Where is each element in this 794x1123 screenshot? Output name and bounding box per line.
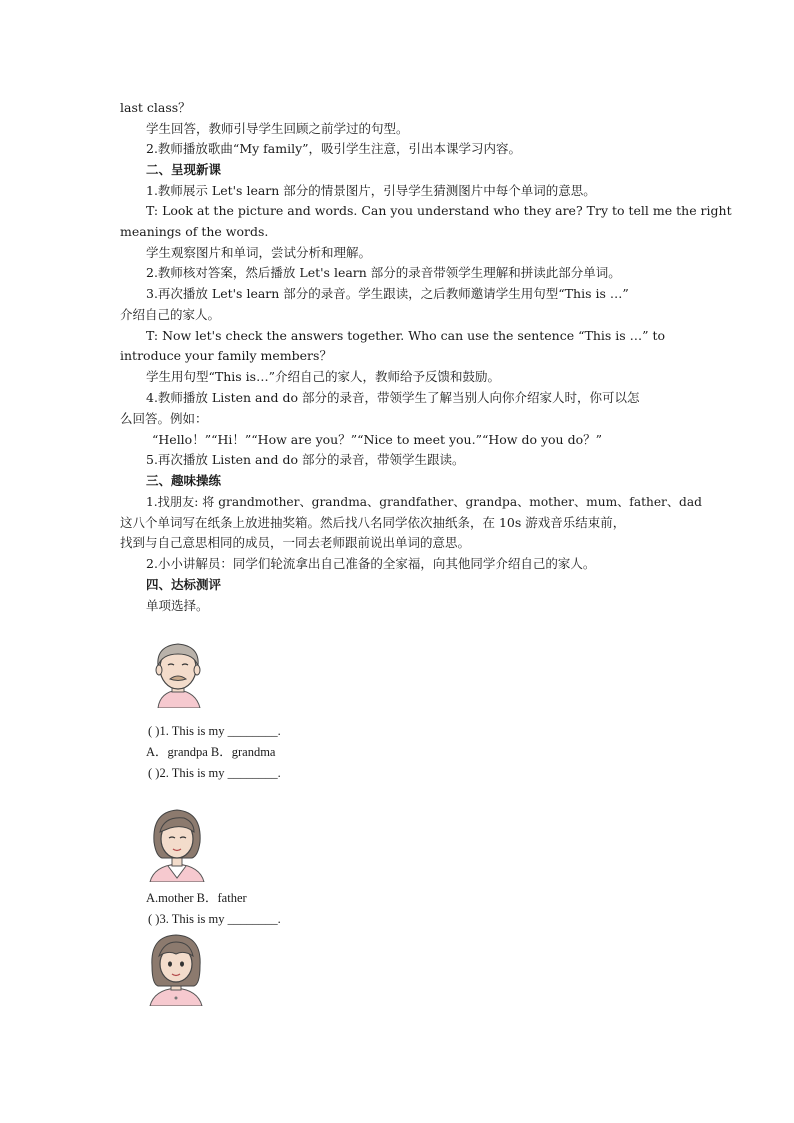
text-line: meanings of the words.: [120, 224, 269, 239]
text-line: “Hello！”“Hi！”“How are you？”“Nice to meet you.”“How do you do？”: [152, 432, 602, 447]
text-line: 2.小小讲解员：同学们轮流拿出自己准备的全家福，向其他同学介绍自己的家人。: [146, 556, 596, 571]
section-heading: 二、呈现新课: [146, 162, 222, 177]
text-line: 1.教师展示 Let's learn 部分的情景图片，引导学生猜测图片中每个单词的意思。: [146, 183, 596, 198]
text-line: 4.教师播放 Listen and do 部分的录音，带领学生了解当别人向你介绍家人时，你可以怎: [146, 390, 640, 405]
text-line: 么回答。例如：: [120, 411, 208, 426]
question-1: ( )1. This is my ________.: [148, 724, 281, 738]
girl-illustration: [144, 932, 208, 1006]
text-line: 1.找朋友: 将 grandmother、grandma、grandfather、grandpa、mother、mum、father、dad: [146, 495, 702, 509]
text-line: last class？: [120, 100, 191, 115]
text-line: 这八个单词写在纸条上放进抽奖箱。然后找八名同学依次抽纸条，在 10s 游戏音乐结束前，: [120, 515, 626, 530]
question-2-options: A.mother B．father: [146, 891, 247, 905]
text-line: 学生回答，教师引导学生回顾之前学过的句型。: [146, 121, 409, 136]
section-heading: 四、达标测评: [146, 577, 222, 592]
grandpa-illustration: [144, 636, 212, 708]
question-1-options: A．grandpa B．grandma: [146, 745, 276, 759]
text-line: 单项选择。: [146, 598, 209, 613]
text-line: T: Look at the picture and words. Can you understand who they are? Try to tell me the right: [146, 203, 732, 218]
text-line: 学生用句型“This is…”介绍自己的家人，教师给予反馈和鼓励。: [146, 369, 500, 384]
text-line: 2.教师播放歌曲“My family”，吸引学生注意，引出本课学习内容。: [146, 141, 522, 156]
question-3: ( )3. This is my ________.: [148, 912, 281, 926]
text-line: 2.教师核对答案，然后播放 Let's learn 部分的录音带领学生理解和拼读此部分单词。: [146, 265, 621, 280]
text-line: introduce your family members？: [120, 348, 332, 363]
mother-illustration: [144, 806, 210, 882]
text-line: 找到与自己意思相同的成员，一同去老师跟前说出单词的意思。: [120, 535, 471, 550]
text-line: T: Now let's check the answers together. Who can use the sentence “This is …” to: [146, 328, 666, 343]
question-2: ( )2. This is my ________.: [148, 766, 281, 780]
section-heading: 三、趣味操练: [146, 473, 222, 488]
text-line: 学生观察图片和单词，尝试分析和理解。: [146, 245, 372, 260]
text-line: 5.再次播放 Listen and do 部分的录音，带领学生跟读。: [146, 452, 465, 467]
text-line: 3.再次播放 Let's learn 部分的录音。学生跟读，之后教师邀请学生用句型“This is …”: [146, 286, 629, 301]
text-line: 介绍自己的家人。: [120, 307, 221, 322]
